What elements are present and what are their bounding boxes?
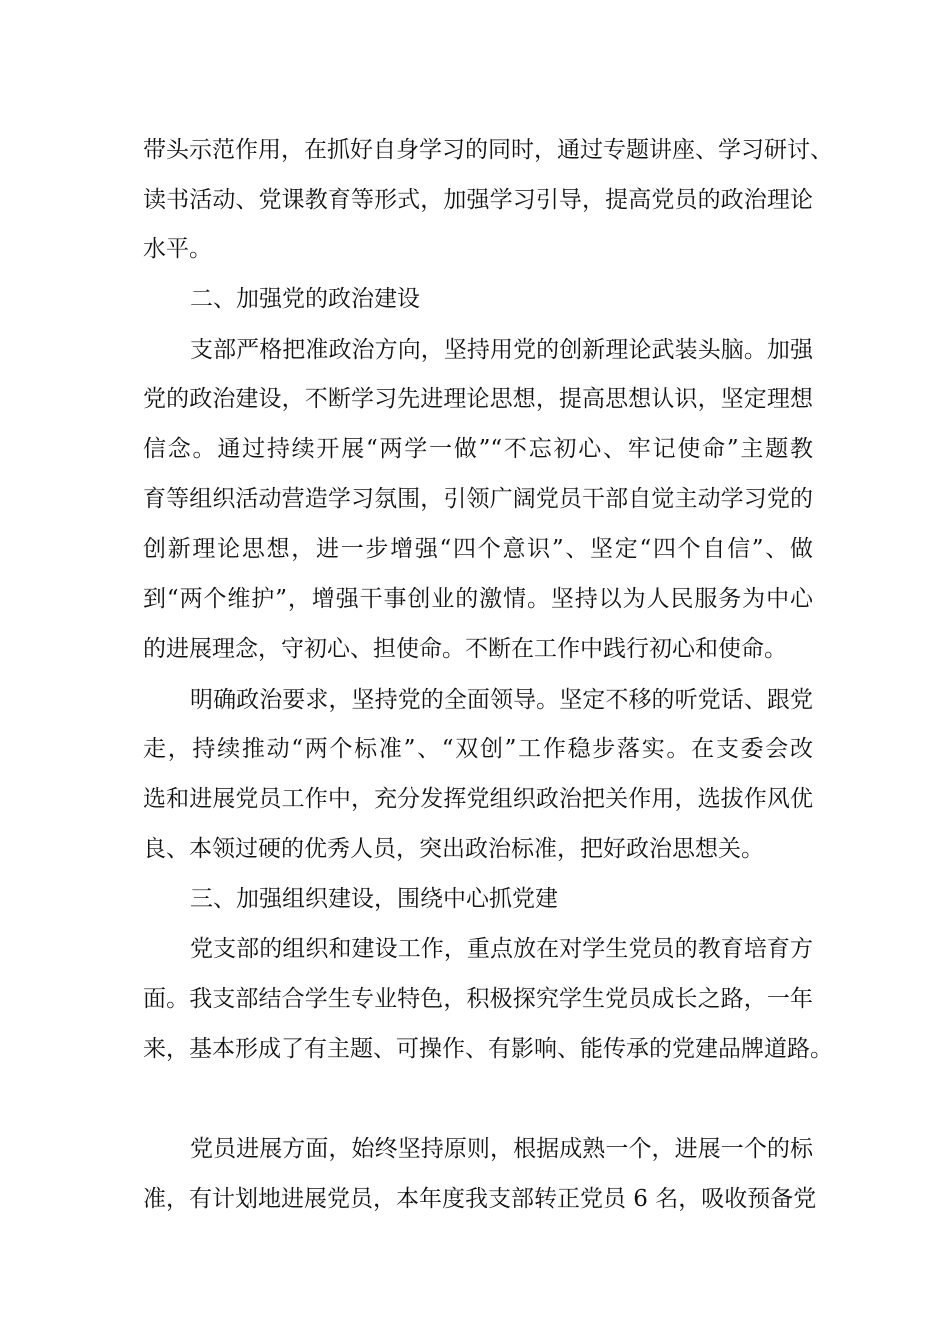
text-line: 创新理论思想，进一步增强“四个意识”、坚定“四个自信”、做 [143,536,813,562]
text-line: 明确政治要求，坚持党的全面领导。坚定不移的听党话、跟党 [190,687,813,713]
text-line: 育等组织活动营造学习氛围，引领广阔党员干部自觉主动学习党的 [143,486,813,512]
text-line: 读书活动、党课教育等形式，加强学习引导，提高党员的政治理论 [143,187,813,213]
text-line: 来，基本形成了有主题、可操作、有影响、能传承的党建品牌道路。 [143,1036,833,1062]
text-line: 党员进展方面，始终坚持原则，根据成熟一个，进展一个的标 [190,1136,813,1162]
text-line: 准，有计划地进展党员，本年度我支部转正党员 6 名，吸收预备党 [143,1186,817,1212]
text-line: 面。我支部结合学生专业特色，积极探究学生党员成长之路，一年 [143,986,813,1012]
section-heading: 二、加强党的政治建设 [190,286,420,312]
text-line: 良、本领过硬的优秀人员，突出政治标准，把好政治思想关。 [143,836,764,862]
text-line: 信念。通过持续开展“两学一做”“不忘初心、牢记使命”主题教 [143,436,813,462]
text-line: 党的政治建设，不断学习先进理论思想，提高思想认识，坚定理想 [143,386,813,412]
text-line: 的进展理念，守初心、担使命。不断在工作中践行初心和使命。 [143,636,787,662]
text-line: 支部严格把准政治方向，坚持用党的创新理论武装头脑。加强 [190,337,813,363]
text-line: 带头示范作用，在抓好自身学习的同时，通过专题讲座、学习研讨、 [143,137,833,163]
text-line: 走，持续推动“两个标准”、“双创”工作稳步落实。在支委会改 [143,736,813,762]
text-line: 到“两个维护”，增强干事创业的激情。坚持以为人民服务为中心 [143,586,813,612]
section-heading: 三、加强组织建设，围绕中心抓党建 [190,886,558,912]
text-line: 水平。 [143,236,212,262]
text-line: 党支部的组织和建设工作，重点放在对学生党员的教育培育方 [190,936,813,962]
text-line: 选和进展党员工作中，充分发挥党组织政治把关作用，选拔作风优 [143,786,813,812]
